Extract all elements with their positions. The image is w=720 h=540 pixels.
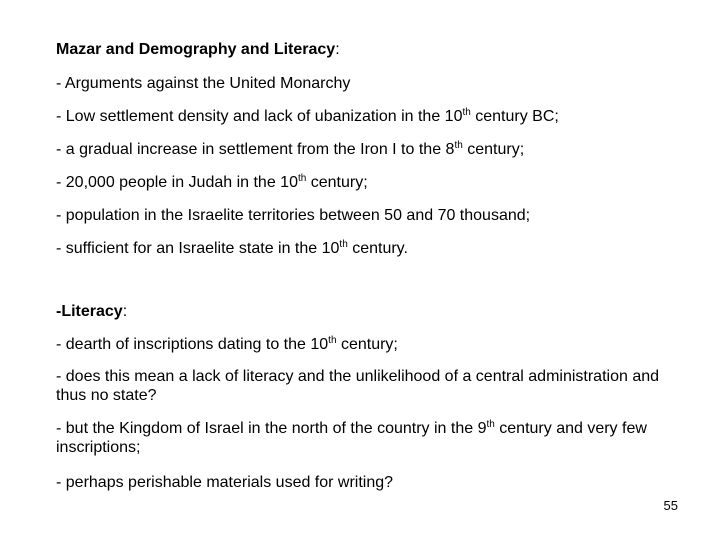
literacy-point bbox=[56, 419, 666, 457]
bullet-text: - perhaps perishable materials used for writing? bbox=[56, 474, 394, 491]
page-number: 55 bbox=[663, 498, 678, 513]
bullet-text: - Low settlement density and lack of ubanization in the 10 bbox=[56, 108, 463, 125]
bullet-text-end: century; bbox=[336, 336, 398, 353]
bullet-point bbox=[56, 107, 676, 126]
bullet-point bbox=[56, 206, 676, 225]
ordinal-suffix: th bbox=[454, 140, 463, 151]
bullet-text: - does this mean a lack of literacy and the unlikelihood of a central administration and thus no state? bbox=[56, 368, 660, 404]
bullet-text: - Arguments against the United Monarchy bbox=[56, 75, 351, 92]
ordinal-suffix: th bbox=[328, 335, 337, 346]
bullet-text: - dearth of inscriptions dating to the 10 bbox=[56, 336, 329, 353]
bullet-text: - population in the Israelite territories between 50 and 70 thousand; bbox=[56, 207, 531, 224]
bullet-point bbox=[56, 173, 676, 192]
bullet-text-end: century; bbox=[462, 141, 525, 158]
bullet-text: - but the Kingdom of Israel in the north of the country in the 9 bbox=[56, 420, 487, 437]
bullet-point bbox=[56, 140, 676, 159]
heading-title: Mazar and Demography and Literacy bbox=[56, 41, 336, 58]
bullet-text: - a gradual increase in settlement from the Iron I to the 8 bbox=[56, 141, 455, 158]
literacy-point bbox=[56, 367, 666, 405]
ordinal-suffix: th bbox=[339, 239, 348, 250]
bullet-point bbox=[56, 239, 676, 258]
bullet-text-end: century. bbox=[347, 240, 408, 257]
slide-heading bbox=[56, 40, 676, 59]
ordinal-suffix: th bbox=[462, 107, 471, 118]
literacy-point bbox=[56, 335, 676, 354]
bullet-text: - sufficient for an Israelite state in the 10 bbox=[56, 240, 340, 257]
heading-colon: : bbox=[335, 41, 340, 58]
bullet-text-end: century BC; bbox=[470, 108, 559, 125]
ordinal-suffix: th bbox=[486, 419, 495, 430]
literacy-heading bbox=[56, 302, 676, 321]
bullet-text-end: century; bbox=[306, 174, 368, 191]
literacy-title: -Literacy bbox=[56, 303, 123, 320]
literacy-colon: : bbox=[122, 303, 128, 320]
bullet-text-end: century and very few inscriptions; bbox=[56, 420, 647, 456]
bullet-text: - 20,000 people in Judah in the 10 bbox=[56, 174, 298, 191]
ordinal-suffix: th bbox=[297, 173, 307, 184]
literacy-point bbox=[56, 473, 676, 492]
bullet-point bbox=[56, 74, 676, 93]
